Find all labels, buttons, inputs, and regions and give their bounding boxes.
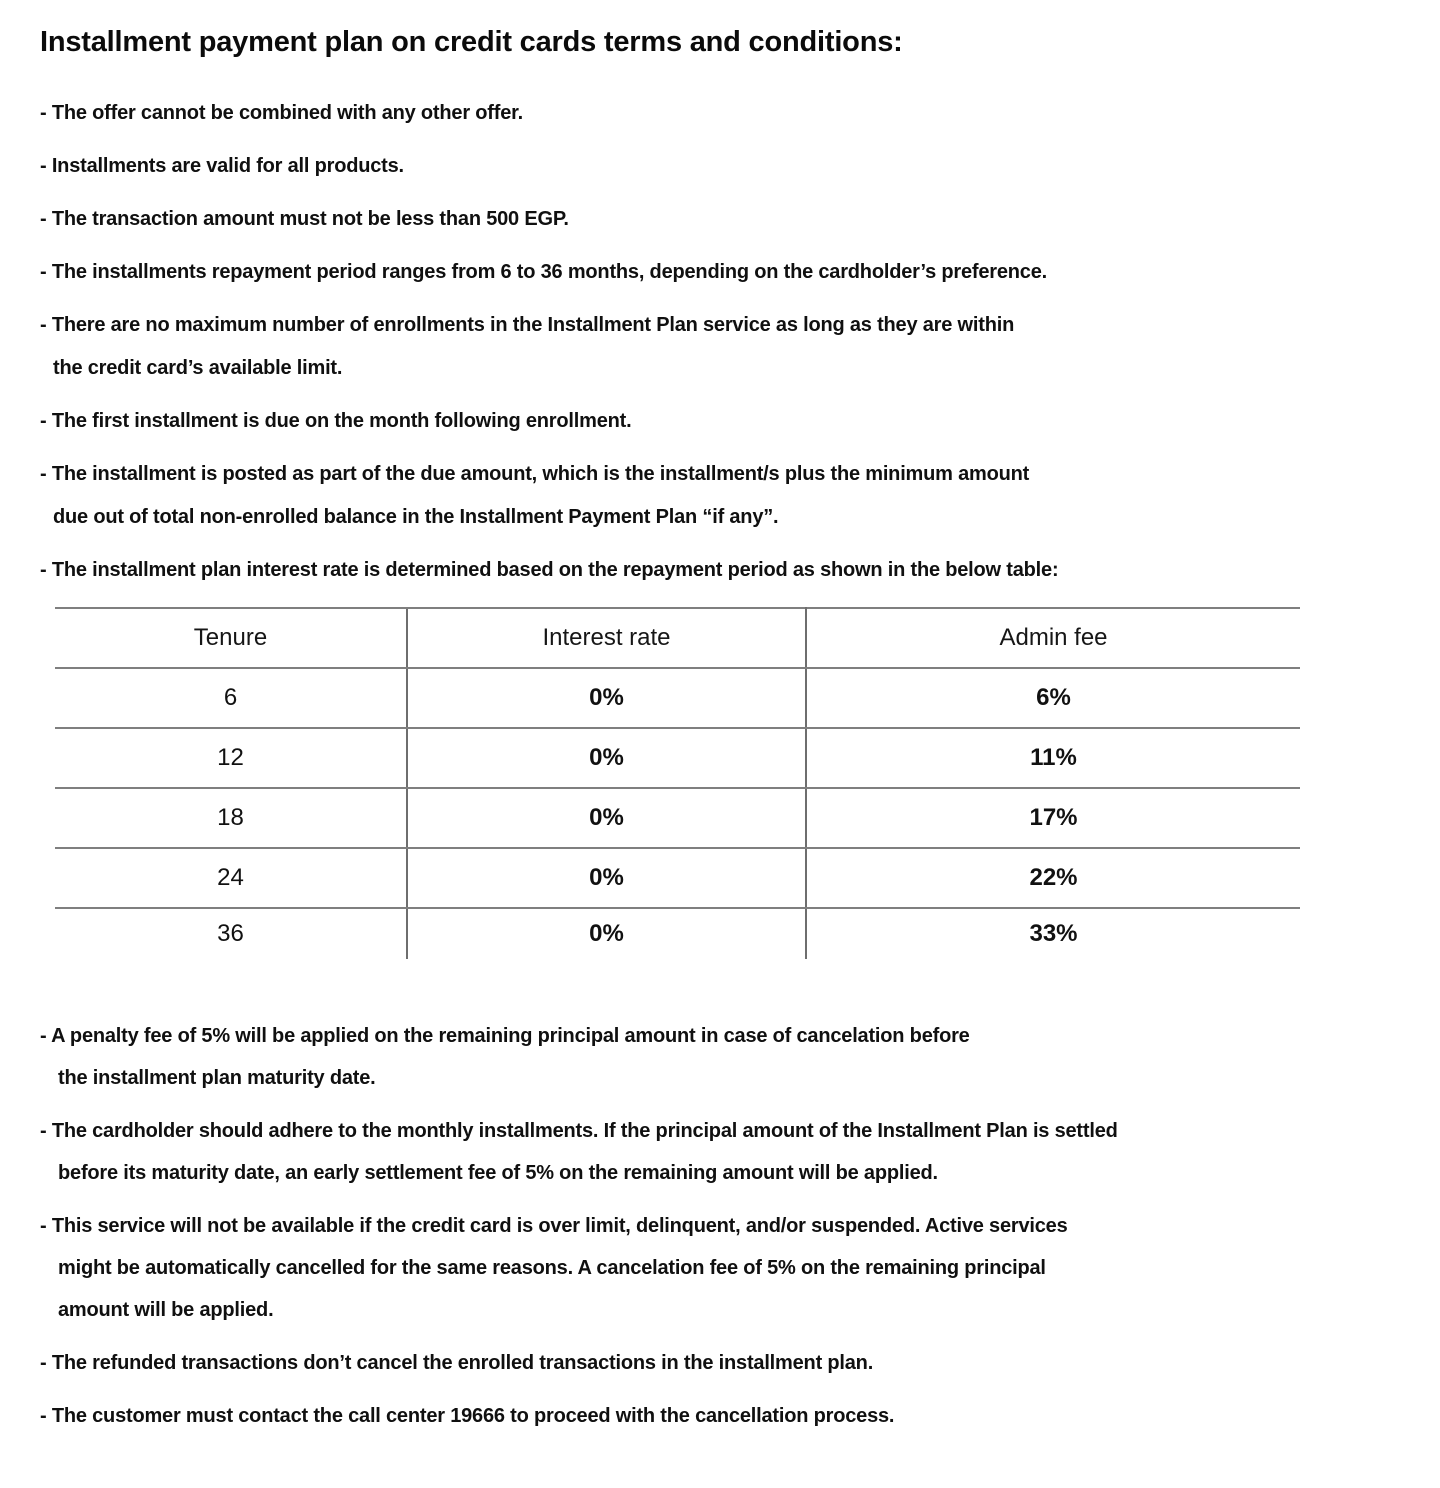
- term-line: - The customer must contact the call center 19666 to proceed with the cancellation process.: [40, 1405, 895, 1427]
- term-item: [40, 1110, 1400, 1194]
- cell-tenure: 36: [217, 920, 244, 947]
- cell-interest-rate: 0%: [407, 668, 806, 728]
- table-row: [55, 848, 1300, 908]
- term-line-continued: the installment plan maturity date.: [58, 1067, 376, 1089]
- term-line: - The installment plan interest rate is determined based on the repayment period as shown in the below table:: [40, 559, 1059, 581]
- table-header-row: [55, 608, 1300, 668]
- term-item: [40, 1395, 1400, 1437]
- col-header-tenure: Tenure: [55, 608, 407, 668]
- term-item: [40, 145, 1400, 188]
- term-line-continued: due out of total non-enrolled balance in the Installment Payment Plan “if any”.: [53, 506, 779, 528]
- term-line-continued: before its maturity date, an early settlement fee of 5% on the remaining amount will be applied.: [58, 1162, 938, 1184]
- term-line: - Installments are valid for all products.: [40, 155, 404, 177]
- cell-tenure: 24: [55, 848, 407, 908]
- term-line: - The installments repayment period ranges from 6 to 36 months, depending on the cardholder’s preference.: [40, 261, 1047, 283]
- page-title: Installment payment plan on credit cards terms and conditions:: [40, 26, 903, 58]
- cell-admin-fee: 17%: [806, 788, 1300, 848]
- term-line: - There are no maximum number of enrollments in the Installment Plan service as long as they are within: [40, 314, 1015, 336]
- col-header-admin-fee: Admin fee: [806, 608, 1300, 668]
- cell-admin-fee: 33%: [1029, 920, 1078, 947]
- cell-tenure: 6: [55, 668, 407, 728]
- table-row: [55, 908, 1300, 959]
- term-line: - The offer cannot be combined with any other offer.: [40, 102, 523, 124]
- table-row: [55, 728, 1300, 788]
- cell-tenure: 18: [55, 788, 407, 848]
- term-line: - The refunded transactions don’t cancel the enrolled transactions in the installment plan.: [40, 1352, 874, 1374]
- term-item: [40, 400, 1400, 443]
- term-line-continued: the credit card’s available limit.: [53, 357, 343, 379]
- term-line-continued: amount will be applied.: [58, 1299, 274, 1321]
- cell-tenure: 12: [55, 728, 407, 788]
- cell-admin-fee: 6%: [806, 668, 1300, 728]
- term-item: [40, 549, 1400, 592]
- term-line: - This service will not be available if the credit card is over limit, delinquent, and/or suspended. Active services: [40, 1215, 1068, 1237]
- cell-interest-rate: 0%: [407, 848, 806, 908]
- rates-table: [55, 607, 1300, 959]
- table-row: [55, 788, 1300, 848]
- cell-admin-fee: 11%: [806, 728, 1300, 788]
- cell-interest-rate: 0%: [407, 908, 806, 959]
- term-line: - A penalty fee of 5% will be applied on the remaining principal amount in case of cancelation before: [40, 1025, 970, 1047]
- terms-list-top: [40, 92, 1400, 592]
- term-item: [40, 198, 1400, 241]
- term-item: [40, 304, 1400, 390]
- term-line: - The transaction amount must not be less than 500 EGP.: [40, 208, 569, 230]
- term-item: [40, 92, 1400, 135]
- cell-interest-rate: 0%: [407, 788, 806, 848]
- col-header-interest-rate: Interest rate: [407, 608, 806, 668]
- term-item: [40, 1205, 1400, 1331]
- term-item: [40, 453, 1400, 539]
- term-line: - The installment is posted as part of the due amount, which is the installment/s plus the minimum amount: [40, 463, 1030, 485]
- term-line-continued: might be automatically cancelled for the same reasons. A cancelation fee of 5% on the remaining principal: [58, 1257, 1046, 1279]
- term-item: [40, 1342, 1400, 1384]
- table-row: [55, 668, 1300, 728]
- cell-admin-fee: 22%: [806, 848, 1300, 908]
- cell-interest-rate: 0%: [407, 728, 806, 788]
- term-item: [40, 1015, 1400, 1099]
- term-item: [40, 251, 1400, 294]
- term-line: - The cardholder should adhere to the monthly installments. If the principal amount of the Installment Plan is settled: [40, 1120, 1118, 1142]
- term-line: - The first installment is due on the month following enrollment.: [40, 410, 632, 432]
- terms-list-bottom: [40, 1015, 1400, 1437]
